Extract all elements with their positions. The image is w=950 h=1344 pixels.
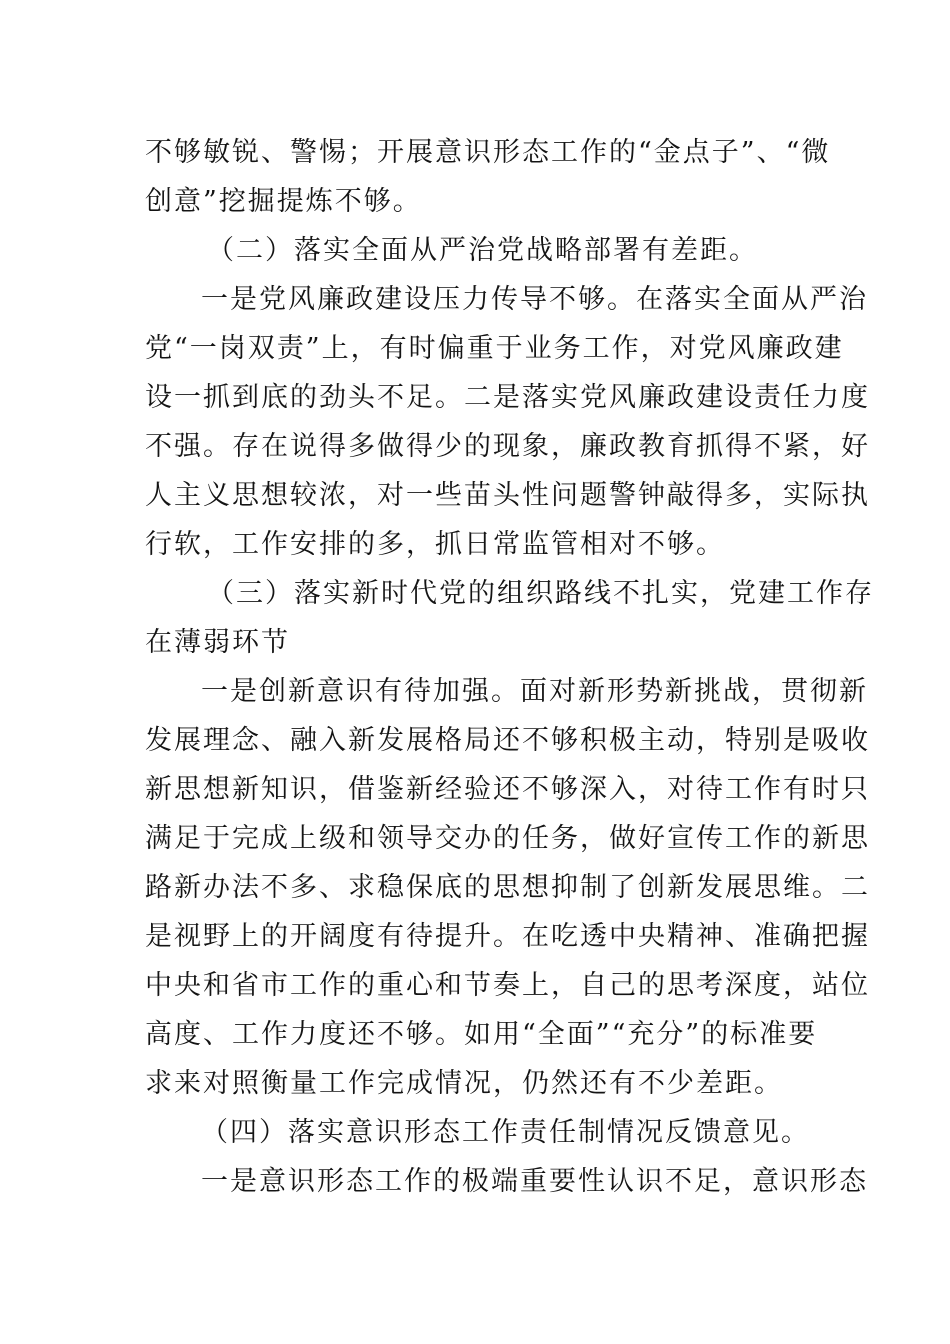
paragraph-start-line: 一是意识形态工作的极端重要性认识不足，意识形态 (201, 1166, 868, 1197)
text-line: 路新办法不多、求稳保底的思想抑制了创新发展思维。二 (145, 872, 870, 903)
section-heading: （二）落实全面从严治党战略部署有差距。 (207, 235, 758, 266)
text-line: 创意”挖掘提炼不够。 (145, 186, 422, 217)
text-line: 不够敏锐、警惕；开展意识形态工作的“金点子”、“微 (145, 137, 831, 168)
text-line: 党“一岗双责”上，有时偏重于业务工作，对党风廉政建 (145, 333, 844, 364)
text-line: 新思想新知识，借鉴新经验还不够深入，对待工作有时只 (145, 774, 870, 805)
section-heading: （三）落实新时代党的组织路线不扎实，党建工作存 (207, 578, 874, 609)
text-line: 设一抓到底的劲头不足。二是落实党风廉政建设责任力度 (145, 382, 870, 413)
text-line: 不强。存在说得多做得少的现象，廉政教育抓得不紧，好 (145, 431, 870, 462)
document-body (145, 128, 874, 1206)
text-line: 满足于完成上级和领导交办的任务，做好宣传工作的新思 (145, 823, 870, 854)
text-line: 中央和省市工作的重心和节奏上，自己的思考深度，站位 (145, 970, 870, 1001)
text-line: 是视野上的开阔度有待提升。在吃透中央精神、准确把握 (145, 921, 870, 952)
text-line: 求来对照衡量工作完成情况，仍然还有不少差距。 (145, 1068, 783, 1099)
text-line: 高度、工作力度还不够。如用“全面”“充分”的标准要 (145, 1019, 818, 1050)
section-heading: （四）落实意识形态工作责任制情况反馈意见。 (201, 1117, 810, 1148)
text-line: 行软，工作安排的多，抓日常监管相对不够。 (145, 529, 725, 560)
section-heading-continuation: 在薄弱环节 (145, 627, 290, 658)
paragraph-start-line: 一是党风廉政建设压力传导不够。在落实全面从严治 (201, 284, 868, 315)
text-line: 发展理念、融入新发展格局还不够积极主动，特别是吸收 (145, 725, 870, 756)
paragraph-start-line: 一是创新意识有待加强。面对新形势新挑战，贯彻新 (201, 676, 868, 707)
text-line: 人主义思想较浓，对一些苗头性问题警钟敲得多，实际执 (145, 480, 870, 511)
